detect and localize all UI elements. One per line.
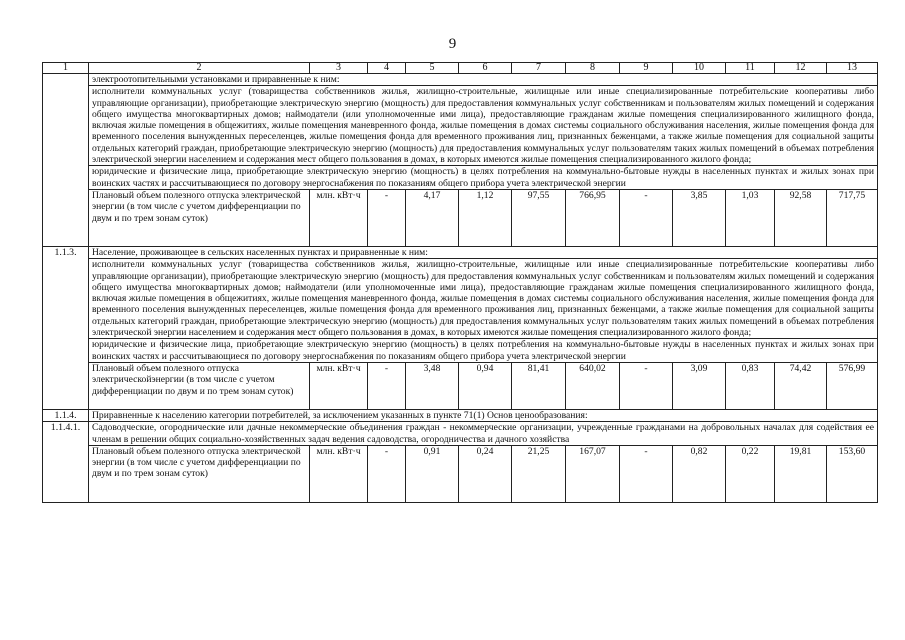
value-cell: - xyxy=(620,362,673,409)
row-code xyxy=(43,74,89,247)
value-cell: 1,03 xyxy=(726,189,775,246)
value-cell: 0,83 xyxy=(726,362,775,409)
value-cell: 0,22 xyxy=(726,445,775,502)
section-heading: Приравненные к населению категории потребителей, за исключением указанных в пункте 71(1) Основ ценообразования: xyxy=(89,409,878,421)
column-number: 7 xyxy=(512,63,566,74)
column-number: 8 xyxy=(566,63,620,74)
unit-cell: млн. кВт·ч xyxy=(310,362,368,409)
value-cell: - xyxy=(368,445,406,502)
value-cell: 0,94 xyxy=(459,362,512,409)
value-cell: 0,91 xyxy=(406,445,459,502)
row-code: 1.1.3. xyxy=(43,246,89,409)
section-heading: электроотопительными установками и приравненные к ним: xyxy=(89,74,878,86)
value-cell: - xyxy=(368,362,406,409)
value-cell: 81,41 xyxy=(512,362,566,409)
column-number: 2 xyxy=(89,63,310,74)
value-cell: 3,85 xyxy=(673,189,726,246)
section-heading-row xyxy=(43,246,878,258)
section-heading-row xyxy=(43,74,878,86)
section-heading-row xyxy=(43,409,878,421)
column-number: 12 xyxy=(775,63,827,74)
tariff-table xyxy=(42,62,878,503)
value-cell: 576,99 xyxy=(827,362,878,409)
value-cell: 74,42 xyxy=(775,362,827,409)
column-number: 3 xyxy=(310,63,368,74)
description-row xyxy=(43,259,878,339)
description-row xyxy=(43,86,878,166)
value-cell: 3,09 xyxy=(673,362,726,409)
data-row xyxy=(43,445,878,502)
section-heading: Население, проживающее в сельских населенных пунктах и приравненные к ним: xyxy=(89,246,878,258)
value-cell: 1,12 xyxy=(459,189,512,246)
value-cell: 0,24 xyxy=(459,445,512,502)
data-row xyxy=(43,189,878,246)
value-cell: 153,60 xyxy=(827,445,878,502)
value-cell: 4,17 xyxy=(406,189,459,246)
value-cell: 766,95 xyxy=(566,189,620,246)
column-number: 5 xyxy=(406,63,459,74)
description-row xyxy=(43,166,878,190)
row-code: 1.1.4.1. xyxy=(43,422,89,503)
row-label: Плановый объем полезного отпуска электрической энергии (в том числе с учетом дифференциации по двум и по трем зонам суток) xyxy=(89,189,310,246)
description-row xyxy=(43,339,878,363)
value-cell: 92,58 xyxy=(775,189,827,246)
row-label: Плановый объем полезного отпуска электрическойэнергии (в том числе с учетом дифференциации по двум и по трем зонам суток) xyxy=(89,362,310,409)
column-number: 1 xyxy=(43,63,89,74)
consumer-description: юридические и физические лица, приобретающие электрическую энергию (мощность) в целях потребления на коммунально-бытовые нужды в населенных пунктах и жилых зонах при воинских частях и рассчитывающиеся по договору энергоснабжения по показаниям общего прибора учета электрической энергии xyxy=(89,166,878,190)
row-code: 1.1.4. xyxy=(43,409,89,421)
data-row xyxy=(43,362,878,409)
unit-cell: млн. кВт·ч xyxy=(310,445,368,502)
value-cell: - xyxy=(620,189,673,246)
consumer-description: исполнители коммунальных услуг (товарищества собственников жилья, жилищно-строительные, жилищные или иные специализированные потребительские кооперативы либо управляющие организации), приобретающие электрическую энергию (мощность) для предоставления коммунальных услуг собственникам и пользователям жилых помещений и содержания общего имущества многоквартирных домов; наймодатели (или уполномоченные ими лица), предоставляющие гражданам жилые помещения специализированного жилищного фонда, включая жилые помещения в общежитиях, жилые помещения маневренного фонда, жилые помещения в домах системы социального обслуживания населения, жилые помещения фонда для временного поселения вынужденных переселенцев, жилые помещения фонда для временного проживания лиц, признанных беженцами, а также жилые помещения для социальной защиты отдельных категорий граждан, приобретающие электрическую энергию (мощность) для предоставления коммунальных услуг пользователям таких жилых помещений в объемах потребления электрической энергии населением и содержания мест общего пользования в домах, в которых имеются жилые помещения специализированного жилого фонда; xyxy=(89,86,878,166)
column-number: 13 xyxy=(827,63,878,74)
value-cell: 21,25 xyxy=(512,445,566,502)
value-cell: 3,48 xyxy=(406,362,459,409)
value-cell: 0,82 xyxy=(673,445,726,502)
unit-cell: млн. кВт·ч xyxy=(310,189,368,246)
column-number: 6 xyxy=(459,63,512,74)
value-cell: 717,75 xyxy=(827,189,878,246)
column-number: 11 xyxy=(726,63,775,74)
consumer-description: юридические и физические лица, приобретающие электрическую энергию (мощность) в целях потребления на коммунально-бытовые нужды в населенных пунктах и жилых зонах при воинских частях и рассчитывающиеся по договору энергоснабжения по показаниям общего прибора учета электрической энергии xyxy=(89,339,878,363)
description-row xyxy=(43,422,878,446)
consumer-description: Садоводческие, огороднические или дачные некоммерческие объединения граждан - некоммерческие организации, учрежденные гражданами на добровольных началах для содействия ее членам в решении общих социально-хозяйственных задач ведения садоводства, огородничества и дачного хозяйства xyxy=(89,422,878,446)
value-cell: 640,02 xyxy=(566,362,620,409)
value-cell: 19,81 xyxy=(775,445,827,502)
page-number: 9 xyxy=(448,36,457,52)
column-number: 9 xyxy=(620,63,673,74)
value-cell: 97,55 xyxy=(512,189,566,246)
column-number: 10 xyxy=(673,63,726,74)
column-number-row xyxy=(43,63,878,74)
consumer-description: исполнители коммунальных услуг (товарищества собственников жилья, жилищно-строительные, жилищные или иные специализированные потребительские кооперативы либо управляющие организации), приобретающие электрическую энергию (мощность) для предоставления коммунальных услуг собственникам и пользователям жилых помещений и содержания общего имущества многоквартирных домов; наймодатели (или уполномоченные ими лица), предоставляющие гражданам жилые помещения специализированного жилищного фонда, включая жилые помещения в общежитиях, жилые помещения маневренного фонда, жилые помещения в домах системы социального обслуживания населения, жилые помещения фонда для временного поселения вынужденных переселенцев, жилые помещения фонда для временного проживания лиц, признанных беженцами, а также жилые помещения для социальной защиты отдельных категорий граждан, приобретающие электрическую энергию (мощность) для предоставления коммунальных услуг пользователям таких жилых помещений в объемах потребления электрической энергии населением и содержания мест общего пользования в домах, в которых имеются жилые помещения специализированного жилого фонда; xyxy=(89,259,878,339)
column-number: 4 xyxy=(368,63,406,74)
value-cell: - xyxy=(620,445,673,502)
row-label: Плановый объем полезного отпуска электрической энергии (в том числе с учетом дифференциации по двум и по трем зонам суток) xyxy=(89,445,310,502)
value-cell: 167,07 xyxy=(566,445,620,502)
value-cell: - xyxy=(368,189,406,246)
